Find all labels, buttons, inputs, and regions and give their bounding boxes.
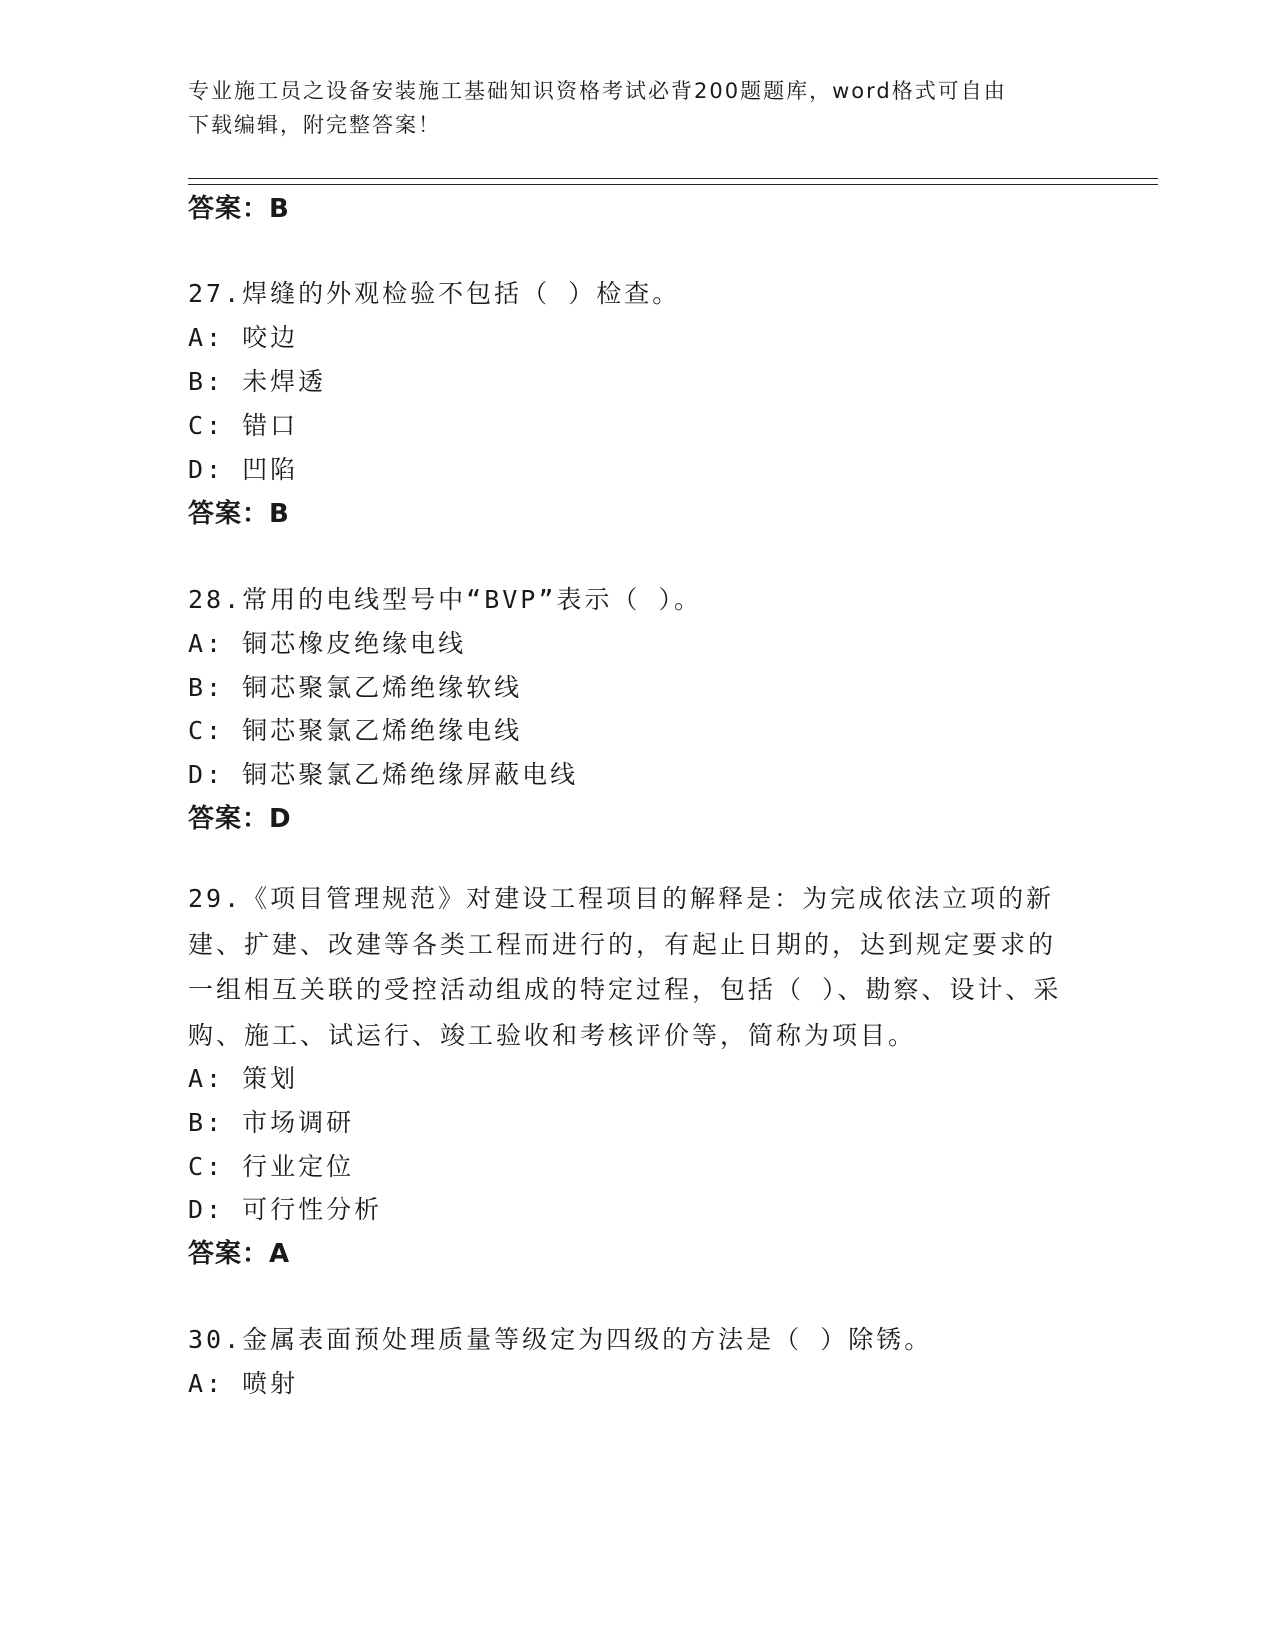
question-28-stem: 28.常用的电线型号中“BVP”表示（ ）。 [188,585,702,614]
header-rule-top [188,178,1158,179]
header-rule-bottom [188,184,1158,185]
header-title-line-2: 下载编辑，附完整答案！ [188,113,441,137]
question-27-stem: 27.焊缝的外观检验不包括（ ）检查。 [188,279,681,308]
question-27-option-b: B: 未焊透 [188,367,327,396]
question-28-option-c: C: 铜芯聚氯乙烯绝缘电线 [188,716,523,745]
question-28-option-b: B: 铜芯聚氯乙烯绝缘软线 [188,673,523,702]
question-29-option-b: B: 市场调研 [188,1108,355,1137]
question-29-option-c: C: 行业定位 [188,1152,355,1181]
document-header [188,74,1088,142]
question-29-option-d: D: 可行性分析 [188,1195,383,1224]
previous-answer: 答案：B [188,194,290,224]
question-27-option-c: C: 错口 [188,411,299,440]
question-29-option-a: A: 策划 [188,1064,299,1093]
question-28-option-a: A: 铜芯橡皮绝缘电线 [188,629,467,658]
question-29-answer: 答案：A [188,1239,291,1269]
question-28-answer: 答案：D [188,804,292,834]
question-27-option-a: A: 咬边 [188,323,299,352]
question-30-stem: 30.金属表面预处理质量等级定为四级的方法是（ ）除锈。 [188,1325,933,1354]
question-27-option-d: D: 凹陷 [188,455,299,484]
question-30-option-a: A: 喷射 [188,1369,299,1398]
question-29-stem: 29.《项目管理规范》对建设工程项目的解释是：为完成依法立项的新建、扩建、改建等各类工程而进行的，有起止日期的，达到规定要求的一组相互关联的受控活动组成的特定过程，包括（ ）、勘察、设计、采购、施工、试运行、竣工验收和考核评价等，简称为项目。 [188,884,1062,1050]
question-27-answer: 答案：B [188,499,290,529]
question-28-option-d: D: 铜芯聚氯乙烯绝缘屏蔽电线 [188,760,579,789]
header-title-line-1: 专业施工员之设备安装施工基础知识资格考试必背200题题库，word格式可自由 [188,79,1007,103]
